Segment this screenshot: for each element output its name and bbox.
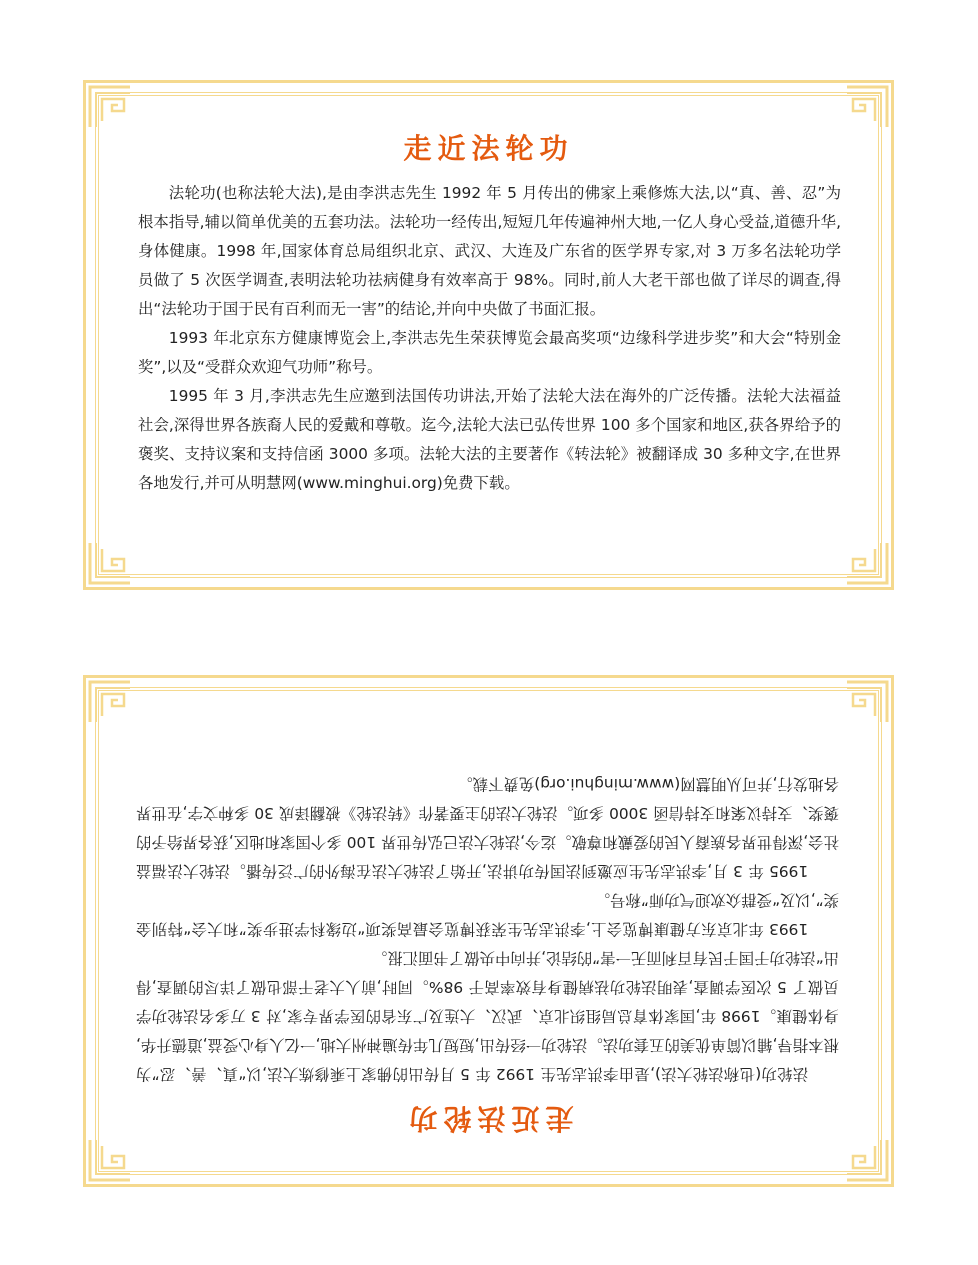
intro-card-upright <box>83 80 894 590</box>
corner-ornament-icon <box>88 541 132 585</box>
card-title: 走近法轮功 <box>403 132 574 165</box>
paragraph-spread: 1995 年 3 月,李洪志先生应邀到法国传功讲法,开始了法轮大法在海外的广泛传播。法轮大法福益社会,深得世界各族裔人民的爱戴和尊敬。迄今,法轮大法已弘传世界 100 多个国家和地区,获各界给予的褒奖、支持议案和支持信函 3000 多项。法轮大法的主要著作《转法轮》被翻译成 30 多种文字,在世界各地发行,并可从明慧网(www.minghui.org)免费下载。 <box>136 775 839 880</box>
intro-card-inverted <box>83 675 894 1187</box>
card-body <box>138 179 841 498</box>
corner-ornament-icon <box>845 541 889 585</box>
paragraph-award: 1993 年北京东方健康博览会上,李洪志先生荣获博览会最高奖项“边缘科学进步奖”和大会“特别金奖”,以及“受群众欢迎气功师”称号。 <box>136 891 839 938</box>
corner-ornament-icon <box>88 1138 132 1182</box>
card-title: 走近法轮功 <box>403 1102 574 1135</box>
corner-ornament-icon <box>845 680 889 724</box>
paragraph-intro: 法轮功(也称法轮大法),是由李洪志先生 1992 年 5 月传出的佛家上乘修炼大法,以“真、善、忍”为根本指导,辅以简单优美的五套功法。法轮功一经传出,短短几年传遍神州大地,一亿人身心受益,道德升华,身体健康。1998 年,国家体育总局组织北京、武汉、大连及广东省的医学界专家,对 3 万多名法轮功学员做了 5 次医学调查,表明法轮功祛病健身有效率高于 98%。同时,前人大老干部也做了详尽的调查,得出“法轮功于国于民有百利而无一害”的结论,并向中央做了书面汇报。 <box>138 184 841 318</box>
card-body <box>136 769 839 1088</box>
corner-ornament-icon <box>88 85 132 129</box>
paragraph-spread: 1995 年 3 月,李洪志先生应邀到法国传功讲法,开始了法轮大法在海外的广泛传播。法轮大法福益社会,深得世界各族裔人民的爱戴和尊敬。迄今,法轮大法已弘传世界 100 多个国家和地区,获各界给予的褒奖、支持议案和支持信函 3000 多项。法轮大法的主要著作《转法轮》被翻译成 30 多种文字,在世界各地发行,并可从明慧网(www.minghui.org)免费下载。 <box>138 387 841 492</box>
corner-ornament-icon <box>845 1138 889 1182</box>
corner-ornament-icon <box>845 85 889 129</box>
paragraph-intro: 法轮功(也称法轮大法),是由李洪志先生 1992 年 5 月传出的佛家上乘修炼大法,以“真、善、忍”为根本指导,辅以简单优美的五套功法。法轮功一经传出,短短几年传遍神州大地,一亿人身心受益,道德升华,身体健康。1998 年,国家体育总局组织北京、武汉、大连及广东省的医学界专家,对 3 万多名法轮功学员做了 5 次医学调查,表明法轮功祛病健身有效率高于 98%。同时,前人大老干部也做了详尽的调查,得出“法轮功于国于民有百利而无一害”的结论,并向中央做了书面汇报。 <box>136 949 839 1083</box>
paragraph-award: 1993 年北京东方健康博览会上,李洪志先生荣获博览会最高奖项“边缘科学进步奖”和大会“特别金奖”,以及“受群众欢迎气功师”称号。 <box>138 329 841 376</box>
corner-ornament-icon <box>88 680 132 724</box>
